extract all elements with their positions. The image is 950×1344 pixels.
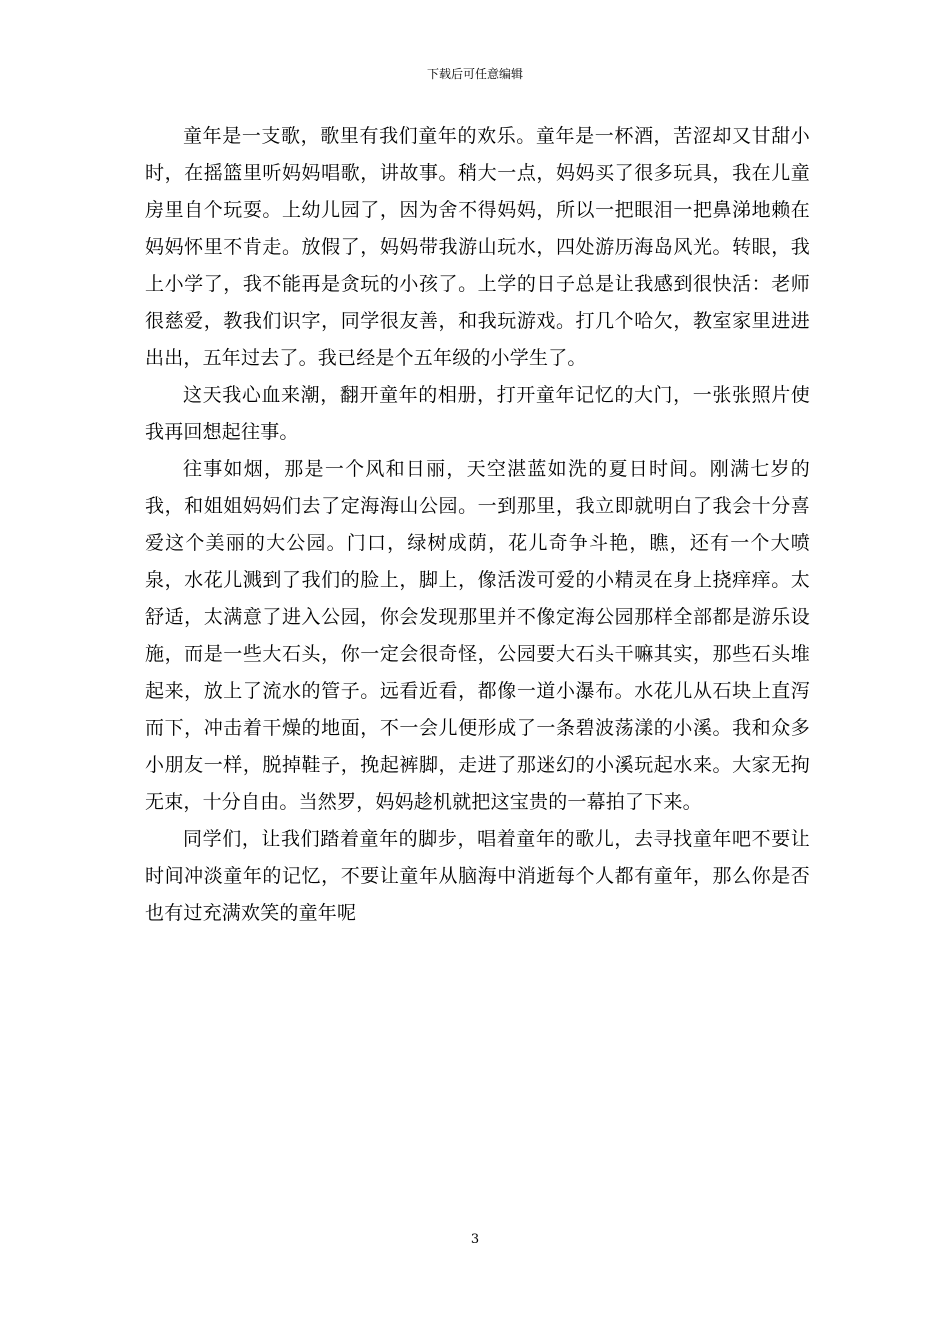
- paragraph-closing: 同学们，让我们踏着童年的脚步，唱着童年的歌儿，去寻找童年吧不要让时间冲淡童年的记忆，不要让童年从脑海中消逝每个人都有童年，那么你是否也有过充满欢笑的童年呢: [145, 828, 810, 924]
- page-header: 下载后可任意编辑: [426, 67, 523, 81]
- paragraph-childhood-song: 童年是一支歌，歌里有我们童年的欢乐。童年是一杯酒，苦涩却又甘甜小时，在摇篮里听妈妈唱歌，讲故事。稍大一点，妈妈买了很多玩具，我在儿童房里自个玩耍。上幼儿园了，因为舍不得妈妈，所以一把眼泪一把鼻涕地赖在妈妈怀里不肯走。放假了，妈妈带我游山玩水，四处游历海岛风光。转眼，我上小学了，我不能再是贪玩的小孩了。上学的日子总是让我感到很快活：老师很慈爱，教我们识字，同学很友善，和我玩游戏。打几个哈欠，教室家里进进出出，五年过去了。我已经是个五年级的小学生了。: [145, 125, 810, 369]
- paragraph-photo-album: 这天我心血来潮，翻开童年的相册，打开童年记忆的大门，一张张照片使我再回想起往事。: [145, 384, 810, 443]
- document-body: [145, 118, 810, 932]
- paragraph-park-memory: 往事如烟，那是一个风和日丽，天空湛蓝如洗的夏日时间。刚满七岁的我，和姐姐妈妈们去了定海海山公园。一到那里，我立即就明白了我会十分喜爱这个美丽的大公园。门口，绿树成荫，花儿奇争斗艳，瞧，还有一个大喷泉，水花儿溅到了我们的脸上，脚上，像活泼可爱的小精灵在身上挠痒痒。太舒适，太满意了进入公园，你会发现那里并不像定海公园那样全部都是游乐设施，而是一些大石头，你一定会很奇怪，公园要大石头干嘛其实，那些石头堆起来，放上了流水的管子。远看近看，都像一道小瀑布。水花儿从石块上直泻而下，冲击着干燥的地面，不一会儿便形成了一条碧波荡漾的小溪。我和众多小朋友一样，脱掉鞋子，挽起裤脚，走进了那迷幻的小溪玩起水来。大家无拘无束，十分自由。当然罗，妈妈趁机就把这宝贵的一幕拍了下来。: [145, 458, 810, 813]
- page-number: 3: [470, 1232, 480, 1247]
